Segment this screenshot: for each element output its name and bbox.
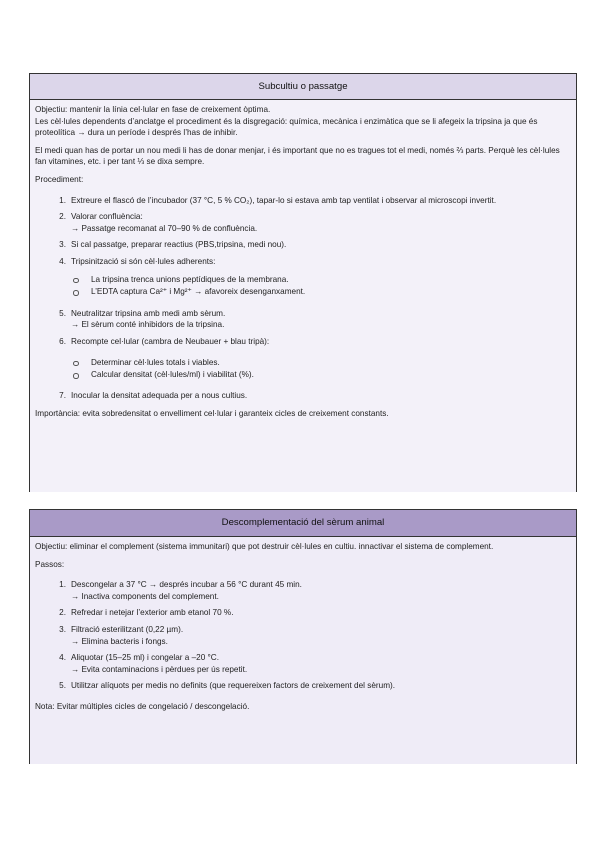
bullet-icon bbox=[73, 361, 79, 367]
sub-list bbox=[71, 357, 571, 381]
list-item: 5. Neutralitzar tripsina amb medi amb sèrum. → El sèrum conté inhibidors de la tripsina. bbox=[59, 308, 226, 330]
section-gap bbox=[29, 492, 577, 509]
sub-list bbox=[71, 274, 571, 298]
list-item: 5. Utilitzar alíquots per medis no definits (que requereixen factors de creixement del sèrum). bbox=[59, 681, 396, 691]
section-title: Subcultiu o passatge bbox=[30, 74, 576, 100]
steps-label: Passos: bbox=[35, 559, 65, 569]
list-item: 7. Inocular la densitat adequada per a nous cultius. bbox=[59, 390, 248, 400]
list-item: 3. Si cal passatge, preparar reactius (PBS,tripsina, medi nou). bbox=[59, 240, 287, 250]
bullet-icon bbox=[73, 278, 79, 284]
sub-item: L’EDTA captura Ca²⁺ i Mg²⁺ → afavoreix desenganxament. bbox=[71, 286, 571, 298]
importance-text: Importància: evita sobredensitat o envelliment cel·lular i garanteix cicles de creixement constants. bbox=[35, 409, 389, 419]
sub-item: Calcular densitat (cèl·lules/ml) i viabilitat (%). bbox=[71, 369, 571, 381]
steps-list bbox=[35, 579, 571, 692]
section-body bbox=[30, 100, 576, 492]
intro-text: Les cèl·lules dependents d’anclatge el procediment és la disgregació: química, mecànica i enzimàtica que se li afegeix la tripsina ja que és proteolítica → dura un període i després l’has de inhibir. bbox=[35, 116, 538, 138]
sub-item: Determinar cèl·lules totals i viables. bbox=[71, 357, 571, 369]
list-item: 4. Tripsinització si són cèl·lules adherents: La tripsina trenca unions peptídiques de la membrana. L’EDTA captura Ca²⁺ i Mg²⁺ → afavoreix desenganxament. bbox=[35, 256, 571, 298]
list-item: 4. Aliquotar (15–25 ml) i congelar a –20 °C. → Evita contaminacions i pèrdues per ús repetit. bbox=[59, 653, 248, 674]
section-subcultiu bbox=[29, 73, 577, 492]
objective-text: Objectiu: mantenir la línia cel·lular en fase de creixement òptima. bbox=[35, 105, 271, 114]
procedure-list bbox=[35, 195, 571, 402]
bullet-icon bbox=[73, 290, 79, 296]
list-item: 3. Filtració esterilitzant (0,22 µm). → Elimina bacteris i fongs. bbox=[59, 624, 184, 646]
sub-item: La tripsina trenca unions peptídiques de la membrana. bbox=[71, 274, 571, 286]
list-item: 6. Recompte cel·lular (cambra de Neubauer + blau tripà): Determinar cèl·lules totals i viables. Calcular densitat (cèl·lules/ml) i viabilitat (%). bbox=[35, 336, 571, 381]
procedure-label: Procediment: bbox=[35, 174, 84, 184]
list-item: 1. Descongelar a 37 °C → després incubar a 56 °C durant 45 min. → Inactiva components del complement. bbox=[59, 580, 302, 601]
section-body bbox=[30, 537, 576, 764]
list-item: 2. Refredar i netejar l’exterior amb etanol 70 %. bbox=[59, 608, 234, 618]
bullet-icon bbox=[73, 373, 79, 379]
list-item: 1. Extreure el flascó de l’incubador (37 °C, 5 % CO₂), tapar-lo si estava amb tap ventilat i observar al microscopi invertit. bbox=[59, 195, 497, 205]
note-text: Nota: Evitar múltiples cicles de congelació / descongelació. bbox=[35, 701, 250, 711]
section-title: Descomplementació del sèrum animal bbox=[30, 510, 576, 537]
section-descomplementacio bbox=[29, 509, 577, 764]
objective-text: Objectiu: eliminar el complement (sistema immunitari) que pot destruir cèl·lules en cultiu. innactivar el sistema de complement. bbox=[35, 542, 494, 551]
list-item: 2. Valorar confluència: → Passatge recomanat al 70–90 % de confluència. bbox=[59, 212, 258, 233]
medium-note: El medi quan has de portar un nou medi li has de donar menjar, i és important que no es tragues tot el medi, només ⅔ parts. Perquè les cèl·lules fan vitamines, etc. i per tant ⅓ se dixa sempre. bbox=[35, 145, 560, 167]
